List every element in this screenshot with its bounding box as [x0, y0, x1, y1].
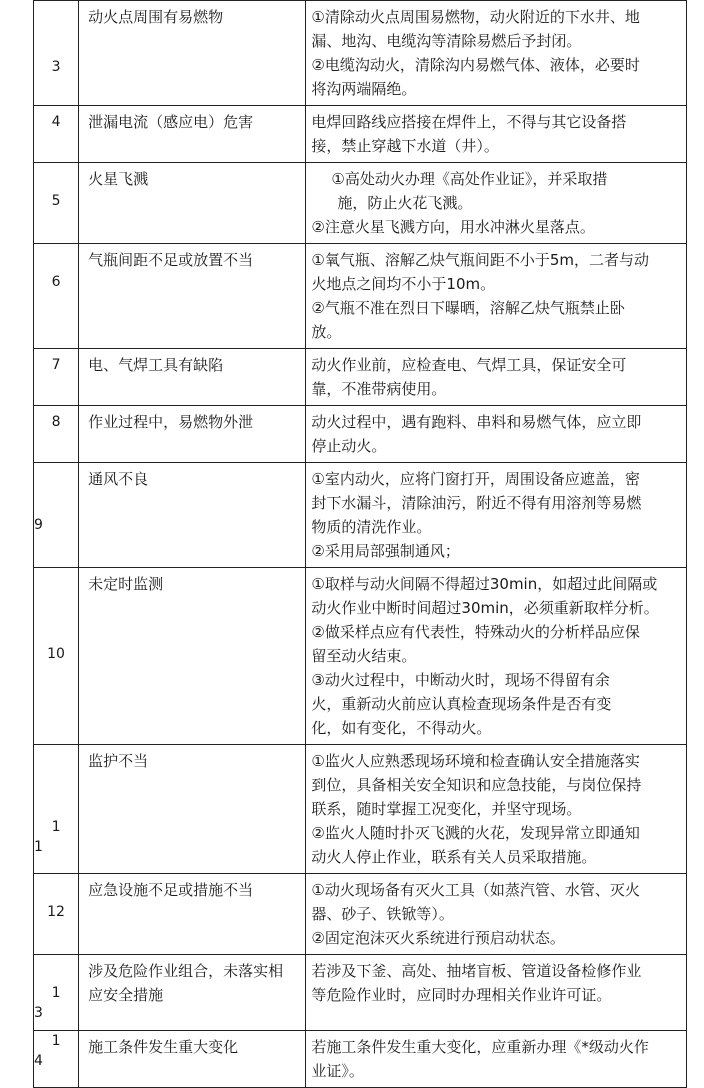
measure-cell — [306, 244, 687, 349]
table-row — [34, 1, 687, 106]
measure-cell — [306, 163, 687, 244]
row-number: 10 — [47, 646, 65, 662]
measure-line: ②做采样点应有代表性，特殊动火的分析样品应保 — [311, 623, 640, 641]
measure-cell — [306, 1031, 687, 1088]
hazard-measures-table — [33, 0, 687, 1088]
hazard-cell — [79, 163, 306, 244]
measure-line: 施，防止火花飞溅。 — [337, 194, 473, 212]
measure-line: 动火过程中，遇有跑料、串料和易燃气体，应立即 — [311, 413, 642, 431]
hazard-text: 未定时监测 — [88, 575, 164, 593]
hazard-text: 监护不当 — [88, 752, 149, 770]
measure-line: ③动火过程中，中断动火时，现场不得留有余 — [311, 671, 610, 689]
measure-line: ①取样与动火间隔不得超过30min，如超过此间隔或 — [311, 575, 658, 593]
table-row — [34, 106, 687, 163]
measure-line: ②监火人随时扑灭飞溅的火花，发现异常立即通知 — [311, 824, 640, 842]
measure-line: 器、砂子、铁锨等）。 — [311, 905, 454, 923]
row-number-part: 1 — [51, 985, 61, 1001]
row-number-part: 1 — [51, 1033, 61, 1049]
measure-cell — [306, 1, 687, 106]
measure-line: 电焊回路线应搭接在焊件上，不得与其它设备搭 — [311, 113, 627, 131]
measure-line: 动火作业前，应检查电、气焊工具，保证安全可 — [311, 356, 627, 374]
table-row — [34, 745, 687, 874]
row-number-cell — [34, 106, 79, 163]
measure-line: 漏、地沟、电缆沟等清除易燃后予封闭。 — [311, 32, 582, 50]
measure-line: ②电缆沟动火，清除沟内易燃气体、液体，必要时 — [311, 56, 640, 74]
row-number-cell — [34, 244, 79, 349]
measure-line: ①高处动火办理《高处作业证》，并采取措 — [331, 170, 608, 188]
measure-cell — [306, 106, 687, 163]
row-number: 7 — [51, 357, 61, 373]
measure-line: ①氧气瓶、溶解乙炔气瓶间距不小于5m，二者与动 — [311, 251, 650, 269]
measure-line: ②气瓶不准在烈日下曝晒，溶解乙炔气瓶禁止卧 — [311, 299, 625, 317]
table-row — [34, 244, 687, 349]
hazard-cell — [79, 955, 306, 1031]
hazard-cell — [79, 568, 306, 745]
measure-cell — [306, 349, 687, 406]
measure-line: 放。 — [311, 323, 342, 341]
measure-cell — [306, 568, 687, 745]
table-row — [34, 1031, 687, 1088]
row-number-cell — [34, 1031, 79, 1088]
measure-line: ①监火人应熟悉现场环境和检查确认安全措施落实 — [311, 752, 640, 770]
row-number-cell — [34, 568, 79, 745]
table-row — [34, 163, 687, 244]
hazard-cell — [79, 463, 306, 568]
measure-line: 物质的清洗作业。 — [311, 518, 432, 536]
row-number-cell — [34, 349, 79, 406]
table-row — [34, 955, 687, 1031]
row-number-cell — [34, 1, 79, 106]
hazard-cell — [79, 745, 306, 874]
table-row — [34, 568, 687, 745]
measure-line: ②固定泡沫灭火系统进行预启动状态。 — [311, 929, 565, 947]
measure-line: 靠，不准带病使用。 — [311, 380, 447, 398]
measure-line: ②采用局部强制通风； — [311, 542, 460, 560]
row-number: 12 — [47, 904, 65, 920]
table-row — [34, 406, 687, 463]
measure-line: ①动火现场备有灭火工具（如蒸汽管、水管、灭火 — [311, 881, 640, 899]
row-number-cell — [34, 874, 79, 955]
table-row — [34, 874, 687, 955]
measure-line: 动火人停止作业，联系有关人员采取措施。 — [311, 848, 597, 866]
hazard-text: 施工条件发生重大变化 — [88, 1038, 239, 1056]
hazard-text: 火星飞溅 — [88, 170, 149, 188]
hazard-text: 应急设施不足或措施不当 — [88, 881, 254, 899]
row-number-cell — [34, 745, 79, 874]
table-row — [34, 349, 687, 406]
table-row — [34, 463, 687, 568]
measure-cell — [306, 406, 687, 463]
hazard-text: 通风不良 — [88, 470, 149, 488]
hazard-cell — [79, 1031, 306, 1088]
measure-line: 动火作业中断时间超过30min，必须重新取样分析。 — [311, 599, 659, 617]
row-number-part: 1 — [34, 839, 43, 855]
measure-cell — [306, 955, 687, 1031]
measure-line: 接，禁止穿越下水道（井）。 — [311, 137, 499, 155]
row-number-part: 3 — [34, 1005, 43, 1021]
measure-line: 化，如有变化，不得动火。 — [311, 719, 492, 737]
measure-line: 若涉及下釜、高处、抽堵盲板、管道设备检修作业 — [311, 962, 642, 980]
measure-line: 若施工条件发生重大变化，应重新办理《*级动火作 — [311, 1038, 649, 1056]
measure-line: 业证》。 — [311, 1062, 364, 1080]
hazard-cell — [79, 349, 306, 406]
measure-cell — [306, 874, 687, 955]
row-number: 8 — [51, 414, 61, 430]
measure-cell — [306, 745, 687, 874]
measure-line: ②注意火星飞溅方向，用水冲淋火星落点。 — [311, 218, 595, 236]
measure-line: 联系，随时掌握工况变化，并坚守现场。 — [311, 800, 582, 818]
hazard-text: 电、气焊工具有缺陷 — [88, 356, 224, 374]
row-number: 5 — [51, 193, 61, 209]
measure-line: ①室内动火，应将门窗打开，周围设备应遮盖，密 — [311, 470, 640, 488]
measure-cell — [306, 463, 687, 568]
row-number-cell — [34, 406, 79, 463]
row-number-cell — [34, 955, 79, 1031]
hazard-text: 涉及危险作业组合，未落实相 应安全措施 — [88, 962, 284, 1004]
measure-line: 停止动火。 — [311, 437, 387, 455]
row-number-cell — [34, 163, 79, 244]
row-number-cell — [34, 463, 79, 568]
hazard-text: 作业过程中，易燃物外泄 — [88, 413, 254, 431]
row-number: 4 — [51, 114, 61, 130]
measure-line: 将沟两端隔绝。 — [311, 80, 417, 98]
row-number: 9 — [34, 517, 43, 533]
row-number-part: 1 — [51, 819, 61, 835]
hazard-text: 气瓶间距不足或放置不当 — [88, 251, 254, 269]
hazard-text: 泄漏电流（感应电）危害 — [88, 113, 254, 131]
measure-line: 到位，具备相关安全知识和应急技能，与岗位保持 — [311, 776, 642, 794]
measure-line: 封下水漏斗，清除油污，附近不得有用溶剂等易燃 — [311, 494, 642, 512]
row-number: 3 — [51, 59, 61, 75]
measure-line: 火，重新动火前应认真检查现场条件是否有变 — [311, 695, 612, 713]
hazard-cell — [79, 1, 306, 106]
hazard-cell — [79, 406, 306, 463]
measure-line: 等危险作业时，应同时办理相关作业许可证。 — [311, 986, 612, 1004]
hazard-text: 动火点周围有易燃物 — [88, 8, 224, 26]
hazard-cell — [79, 874, 306, 955]
hazard-cell — [79, 244, 306, 349]
hazard-cell — [79, 106, 306, 163]
measure-line: 火地点之间均不小于10m。 — [311, 275, 496, 293]
row-number: 6 — [51, 274, 61, 290]
measure-line: 留至动火结束。 — [311, 647, 417, 665]
measure-line: ①清除动火点周围易燃物，动火附近的下水井、地 — [311, 8, 640, 26]
row-number-part: 4 — [34, 1053, 43, 1069]
